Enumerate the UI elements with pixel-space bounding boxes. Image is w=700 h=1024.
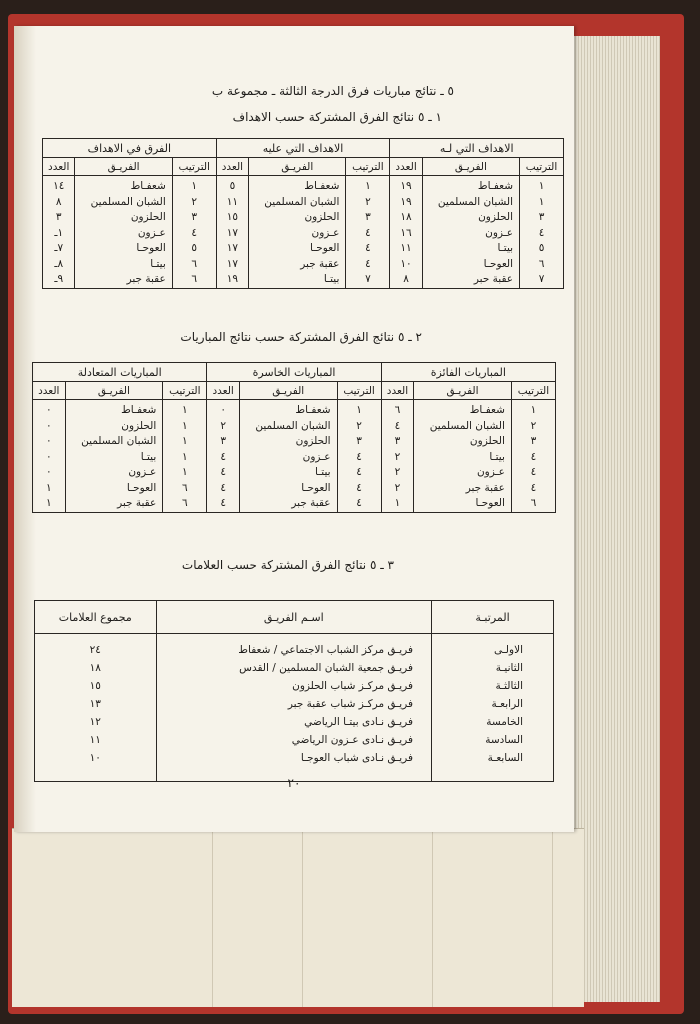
- count-cell: ١٠: [390, 257, 422, 273]
- count-cell: ١٩: [390, 195, 422, 211]
- table-row: [33, 419, 556, 435]
- team-cell: عقبة جبر: [239, 496, 337, 512]
- count-cell: ٣: [43, 210, 75, 226]
- rank-cell: ١: [163, 400, 207, 419]
- rank-cell: ٣: [346, 210, 390, 226]
- sub-header-team: الفريـق: [422, 158, 519, 176]
- rank-cell: ٤: [520, 226, 564, 242]
- sub-header-team: الفريـق: [249, 158, 346, 176]
- rank-cell: ٦: [511, 496, 555, 512]
- points-cell: ١١: [35, 731, 157, 749]
- count-cell: ٨: [390, 272, 422, 288]
- count-cell: ١: [33, 481, 66, 497]
- team-cell: شعفـاط: [422, 176, 519, 195]
- team-cell: الشبان المسلمين: [249, 195, 346, 211]
- team-cell: الحلزون: [75, 210, 172, 226]
- team-cell: شعفـاط: [249, 176, 346, 195]
- count-cell: ١٥: [216, 210, 248, 226]
- drawn-matches-header: المباريات المتعادلة: [33, 363, 207, 382]
- count-cell: ٥: [216, 176, 248, 195]
- table-row: [35, 659, 554, 677]
- rank-cell: ٦: [172, 272, 216, 288]
- rank-cell: السابعـة: [431, 749, 553, 767]
- rank-cell: ٤: [511, 481, 555, 497]
- team-cell: العوحـا: [249, 241, 346, 257]
- count-cell: ١١: [216, 195, 248, 211]
- team-cell: فريـق مركـز شباب الحلزون: [156, 677, 431, 695]
- rank-cell: ١: [163, 450, 207, 466]
- count-cell: ١٧: [216, 257, 248, 273]
- count-cell: ١ـ: [43, 226, 75, 242]
- rank-cell: ٥: [520, 241, 564, 257]
- team-name-header: اسـم الفريـق: [156, 601, 431, 634]
- count-cell: ١٩: [390, 176, 422, 195]
- table-row: [43, 272, 564, 288]
- team-cell: عقبة جبر: [75, 272, 172, 288]
- count-cell: ٢: [381, 481, 414, 497]
- rank-cell: السادسة: [431, 731, 553, 749]
- count-cell: ١٦: [390, 226, 422, 242]
- count-cell: ٢: [381, 465, 414, 481]
- table-row: [43, 226, 564, 242]
- count-cell: ٨: [43, 195, 75, 211]
- team-cell: عـزون: [75, 226, 172, 242]
- rank-cell: الرابعـة: [431, 695, 553, 713]
- rank-cell: ٧: [346, 272, 390, 288]
- rank-cell: ١: [511, 400, 555, 419]
- team-cell: بيتـا: [75, 257, 172, 273]
- points-cell: ١٣: [35, 695, 157, 713]
- underlying-pages: [12, 828, 584, 1007]
- rank-cell: ٤: [337, 481, 381, 497]
- table-row: [33, 400, 556, 419]
- count-cell: ٦: [381, 400, 414, 419]
- count-cell: ٠: [33, 400, 66, 419]
- team-cell: العوحـا: [414, 496, 512, 512]
- rank-header: المرتبـة: [431, 601, 553, 634]
- team-cell: الحلزون: [422, 210, 519, 226]
- count-cell: ١٩: [216, 272, 248, 288]
- rank-cell: ٤: [337, 496, 381, 512]
- points-cell: ١٥: [35, 677, 157, 695]
- sub-header-rank: الترتيب: [172, 158, 216, 176]
- table-row: [35, 677, 554, 695]
- rank-cell: ٣: [172, 210, 216, 226]
- count-cell: ٣: [381, 434, 414, 450]
- sub-header-count: العدد: [43, 158, 75, 176]
- section1-title: ١ ـ ٥ نتائج الفرق المشتركة حسب الاهداف: [232, 110, 442, 124]
- team-cell: بيتـا: [422, 241, 519, 257]
- team-cell: بيتـا: [414, 450, 512, 466]
- team-cell: عـزون: [414, 465, 512, 481]
- sub-header-rank: الترتيب: [511, 382, 555, 400]
- team-cell: عقبة حبر: [422, 272, 519, 288]
- team-cell: عقبة جبر: [65, 496, 163, 512]
- table-row: [33, 450, 556, 466]
- count-cell: ٠: [207, 400, 240, 419]
- count-cell: ٢: [207, 419, 240, 435]
- rank-cell: ٧: [520, 272, 564, 288]
- table-row: [35, 731, 554, 749]
- rank-cell: ٤: [172, 226, 216, 242]
- rank-cell: ٢: [511, 419, 555, 435]
- count-cell: ٤: [381, 419, 414, 435]
- rank-cell: ٣: [511, 434, 555, 450]
- rank-cell: ١: [337, 400, 381, 419]
- sub-header-team: الفريـق: [414, 382, 512, 400]
- count-cell: ٨ـ: [43, 257, 75, 273]
- rank-cell: ٤: [337, 465, 381, 481]
- section2-title: ٢ ـ ٥ نتائج الفرق المشتركة حسب نتائج المباريات: [180, 330, 422, 344]
- points-cell: ٢٤: [35, 634, 157, 660]
- rank-cell: الثانيـة: [431, 659, 553, 677]
- count-cell: ٤: [207, 496, 240, 512]
- book-page: [14, 26, 574, 832]
- team-cell: العوحـا: [239, 481, 337, 497]
- points-cell: ١٠: [35, 749, 157, 767]
- rank-cell: ٤: [346, 241, 390, 257]
- sub-header-count: العدد: [381, 382, 414, 400]
- sub-header-count: العدد: [390, 158, 422, 176]
- team-cell: بيتـا: [239, 465, 337, 481]
- count-cell: ١: [33, 496, 66, 512]
- table-row: [35, 695, 554, 713]
- points-header: مجموع العلامات: [35, 601, 157, 634]
- count-cell: ١١: [390, 241, 422, 257]
- team-cell: العوحـا: [75, 241, 172, 257]
- rank-cell: ٢: [346, 195, 390, 211]
- rank-cell: ١: [520, 195, 564, 211]
- goals-diff-header: الفرق في الاهداف: [43, 139, 217, 158]
- rank-cell: ٤: [511, 465, 555, 481]
- rank-cell: ١: [520, 176, 564, 195]
- matches-table: [32, 362, 556, 513]
- rank-cell: ٢: [172, 195, 216, 211]
- table-row: [33, 434, 556, 450]
- rank-cell: ٦: [520, 257, 564, 273]
- team-cell: الحلزون: [65, 419, 163, 435]
- table-row: [43, 257, 564, 273]
- table-row: [33, 465, 556, 481]
- count-cell: ٠: [33, 419, 66, 435]
- goals-against-header: الاهداف التي عليه: [216, 139, 390, 158]
- count-cell: ١: [381, 496, 414, 512]
- rank-cell: ١: [163, 434, 207, 450]
- count-cell: ٩ـ: [43, 272, 75, 288]
- rank-cell: ٣: [520, 210, 564, 226]
- table-row: [33, 496, 556, 512]
- count-cell: ٤: [207, 481, 240, 497]
- sub-header-rank: الترتيب: [346, 158, 390, 176]
- team-cell: عـزون: [65, 465, 163, 481]
- rank-cell: ٦: [172, 257, 216, 273]
- rank-cell: ١: [163, 465, 207, 481]
- rank-cell: ١: [346, 176, 390, 195]
- team-cell: شعفـاط: [75, 176, 172, 195]
- team-cell: عـزون: [422, 226, 519, 242]
- count-cell: ٧ـ: [43, 241, 75, 257]
- table-row: [43, 176, 564, 195]
- page-number: ٢٠: [287, 776, 301, 790]
- team-cell: فريـق نـادى بيتـا الرياضي: [156, 713, 431, 731]
- team-cell: شعفـاط: [239, 400, 337, 419]
- team-cell: بيتـا: [249, 272, 346, 288]
- sub-header-team: الفريـق: [75, 158, 172, 176]
- team-cell: شعفـاط: [65, 400, 163, 419]
- team-cell: عقبة جبر: [249, 257, 346, 273]
- sub-header-rank: الترتيب: [163, 382, 207, 400]
- section3-title: ٣ ـ ٥ نتائج الفرق المشتركة حسب العلامات: [181, 558, 394, 572]
- count-cell: ٣: [207, 434, 240, 450]
- sub-header-team: الفريـق: [239, 382, 337, 400]
- points-cell: ١٢: [35, 713, 157, 731]
- rank-cell: الثالثـة: [431, 677, 553, 695]
- rank-cell: ٦: [163, 496, 207, 512]
- table-row: [35, 749, 554, 767]
- table-row: [43, 241, 564, 257]
- sub-header-team: الفريـق: [65, 382, 163, 400]
- team-cell: العوحـا: [422, 257, 519, 273]
- count-cell: ١٧: [216, 226, 248, 242]
- table-row: [35, 713, 554, 731]
- count-cell: ١٧: [216, 241, 248, 257]
- team-cell: فريـق نـادى عـزون الرياضي: [156, 731, 431, 749]
- lost-matches-header: المباريات الخاسرة: [207, 363, 381, 382]
- count-cell: ٢: [381, 450, 414, 466]
- team-cell: عـزون: [239, 450, 337, 466]
- rank-cell: ٥: [172, 241, 216, 257]
- rank-cell: ٤: [346, 226, 390, 242]
- sub-header-count: العدد: [216, 158, 248, 176]
- won-matches-header: المباريات الفائزة: [381, 363, 555, 382]
- rank-cell: ٢: [337, 419, 381, 435]
- rank-cell: ١: [172, 176, 216, 195]
- rank-cell: ٤: [511, 450, 555, 466]
- points-cell: ١٨: [35, 659, 157, 677]
- team-cell: العوحـا: [65, 481, 163, 497]
- team-cell: الشبان المسلمين: [414, 419, 512, 435]
- team-cell: الحلزون: [249, 210, 346, 226]
- team-cell: فريـق مركز الشباب الاجتماعي / شعفاط: [156, 634, 431, 660]
- team-cell: الشبان المسلمين: [239, 419, 337, 435]
- team-cell: فريـق نـادى شباب العوجـا: [156, 749, 431, 767]
- table-row: [35, 634, 554, 660]
- rank-cell: الاولـى: [431, 634, 553, 660]
- rank-cell: الخامسة: [431, 713, 553, 731]
- table-row: [33, 481, 556, 497]
- team-cell: عـزون: [249, 226, 346, 242]
- rank-cell: ٤: [337, 450, 381, 466]
- goals-for-header: الاهداف التي لـه: [390, 139, 564, 158]
- team-cell: فريـق مركـز شباب عقبة جبر: [156, 695, 431, 713]
- count-cell: ١٨: [390, 210, 422, 226]
- team-cell: بيتـا: [65, 450, 163, 466]
- rank-cell: ٦: [163, 481, 207, 497]
- count-cell: ٠: [33, 465, 66, 481]
- team-cell: الشبان المسلمين: [422, 195, 519, 211]
- main-heading: ٥ ـ نتائج مباريات فرق الدرجة الثالثة ـ مجموعة ب: [211, 84, 454, 98]
- sub-header-rank: الترتيب: [337, 382, 381, 400]
- count-cell: ١٤: [43, 176, 75, 195]
- rank-cell: ١: [163, 419, 207, 435]
- team-cell: الشبان المسلمين: [75, 195, 172, 211]
- sub-header-count: العدد: [33, 382, 66, 400]
- count-cell: ٤: [207, 450, 240, 466]
- count-cell: ٠: [33, 434, 66, 450]
- team-cell: عقبة جبر: [414, 481, 512, 497]
- count-cell: ٠: [33, 450, 66, 466]
- points-table: [34, 600, 554, 782]
- goals-table: [42, 138, 564, 289]
- count-cell: ٤: [207, 465, 240, 481]
- sub-header-rank: الترتيب: [520, 158, 564, 176]
- rank-cell: ٣: [337, 434, 381, 450]
- team-cell: الحلزون: [239, 434, 337, 450]
- team-cell: فريـق جمعية الشبان المسلمين / القدس: [156, 659, 431, 677]
- team-cell: الشبان المسلمين: [65, 434, 163, 450]
- table-row: [43, 210, 564, 226]
- sub-header-count: العدد: [207, 382, 240, 400]
- team-cell: شعفـاط: [414, 400, 512, 419]
- team-cell: الحلزون: [414, 434, 512, 450]
- rank-cell: ٤: [346, 257, 390, 273]
- table-row: [43, 195, 564, 211]
